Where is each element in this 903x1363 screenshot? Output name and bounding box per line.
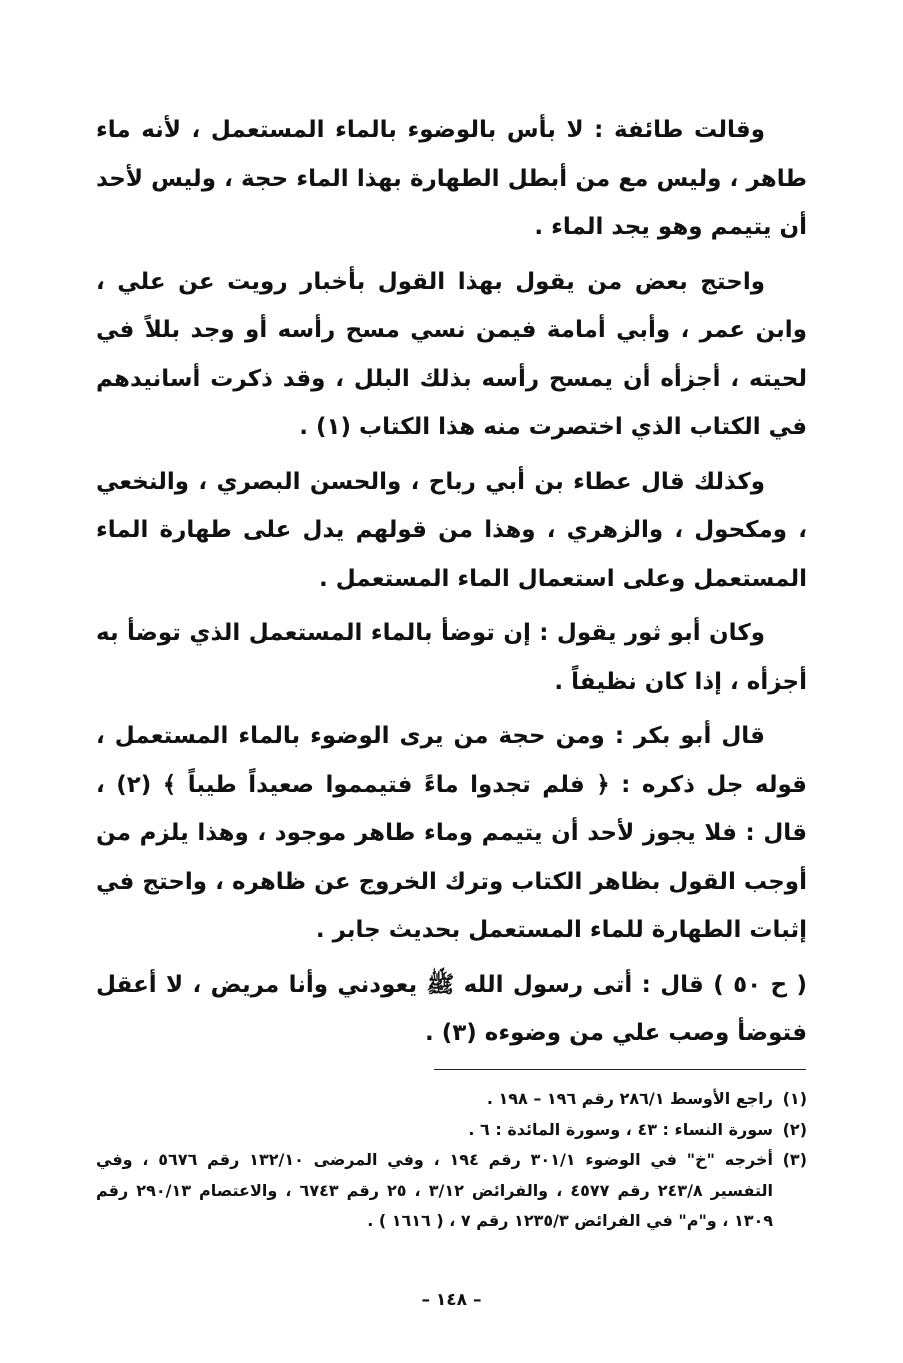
footnote-1 [96, 1084, 807, 1115]
footnote-text: سورة النساء : ٤٣ ، وسورة المائدة : ٦ . [468, 1119, 773, 1139]
paragraph-3: وكذلك قال عطاء بن أبي رباح ، والحسن البصري ، والنخعي ، ومكحول ، والزهري ، وهذا من قولهم يدل على طهارة الماء المستعمل وعلى استعمال الماء المستعمل . [96, 468, 807, 592]
paragraph-5: قال أبو بكر : ومن حجة من يرى الوضوء بالماء المستعمل ، قوله جل ذكره : ﴿ فلم تجدوا ماءً فتيمموا صعيداً طيباً ﴾ (٢) ، قال : فلا يجوز لأحد أن يتيمم وماء طاهر موجود ، وهذا يلزم من أوجب القول بظاهر الكتاب وترك الخروج عن ظاهره ، واحتج في إثبات الطهارة للماء المستعمل بحديث جابر . [96, 723, 807, 943]
main-text [96, 106, 807, 1064]
paragraph-2: واحتج بعض من يقول بهذا القول بأخبار رويت عن علي ، وابن عمر ، وأبي أمامة فيمن نسي مسح رأسه أو وجد بللاً في لحيته ، أجزأه أن يمسح رأسه بذلك البلل ، وقد ذكرت أسانيدهم في الكتاب الذي اختصرت منه هذا الكتاب (١) . [96, 268, 807, 440]
footnote-marker: (٢) [782, 1119, 807, 1139]
paragraph-1: وقالت طائفة : لا بأس بالوضوء بالماء المستعمل ، لأنه ماء طاهر ، وليس مع من أبطل الطهارة بهذا الماء حجة ، وليس لأحد أن يتيمم وهو يجد الماء . [96, 117, 807, 240]
footnote-text: راجع الأوسط ٢٨٦/١ رقم ١٩٦ – ١٩٨ . [486, 1089, 773, 1108]
footnote-separator [434, 1069, 806, 1070]
footnote-2 [96, 1115, 807, 1146]
footnote-marker: (١) [782, 1089, 807, 1108]
footnotes [96, 1084, 807, 1237]
footnote-marker: (٣) [782, 1150, 807, 1169]
hadith-50: ( ح ٥٠ ) قال : أتى رسول الله ﷺ يعودني وأنا مريض ، لا أعقل فتوضأ وصب علي من وضوءه (٣) . [96, 971, 807, 1046]
paragraph-4: وكان أبو ثور يقول : إن توضأ بالماء المستعمل الذي توضأ به أجزأه ، إذا كان نظيفاً . [96, 620, 807, 695]
footnote-text: أخرجه "خ" في الوضوء ٣٠١/١ رقم ١٩٤ ، وفي المرضى ١٣٢/١٠ رقم ٥٦٧٦ ، وفي التفسير ٢٤٣/٨ رقم ٤٥٧٧ ، والفرائض ٣/١٢ ، ٢٥ رقم ٦٧٤٣ ، والاعتصام ٢٩٠/١٣ رقم ١٣٠٩ ، و"م" في الفرائض ١٢٣٥/٣ رقم ٧ ، ( ١٦١٦ ) . [96, 1150, 774, 1230]
page-number: – ١٤٨ – [421, 1290, 482, 1310]
footnote-3 [96, 1145, 807, 1237]
